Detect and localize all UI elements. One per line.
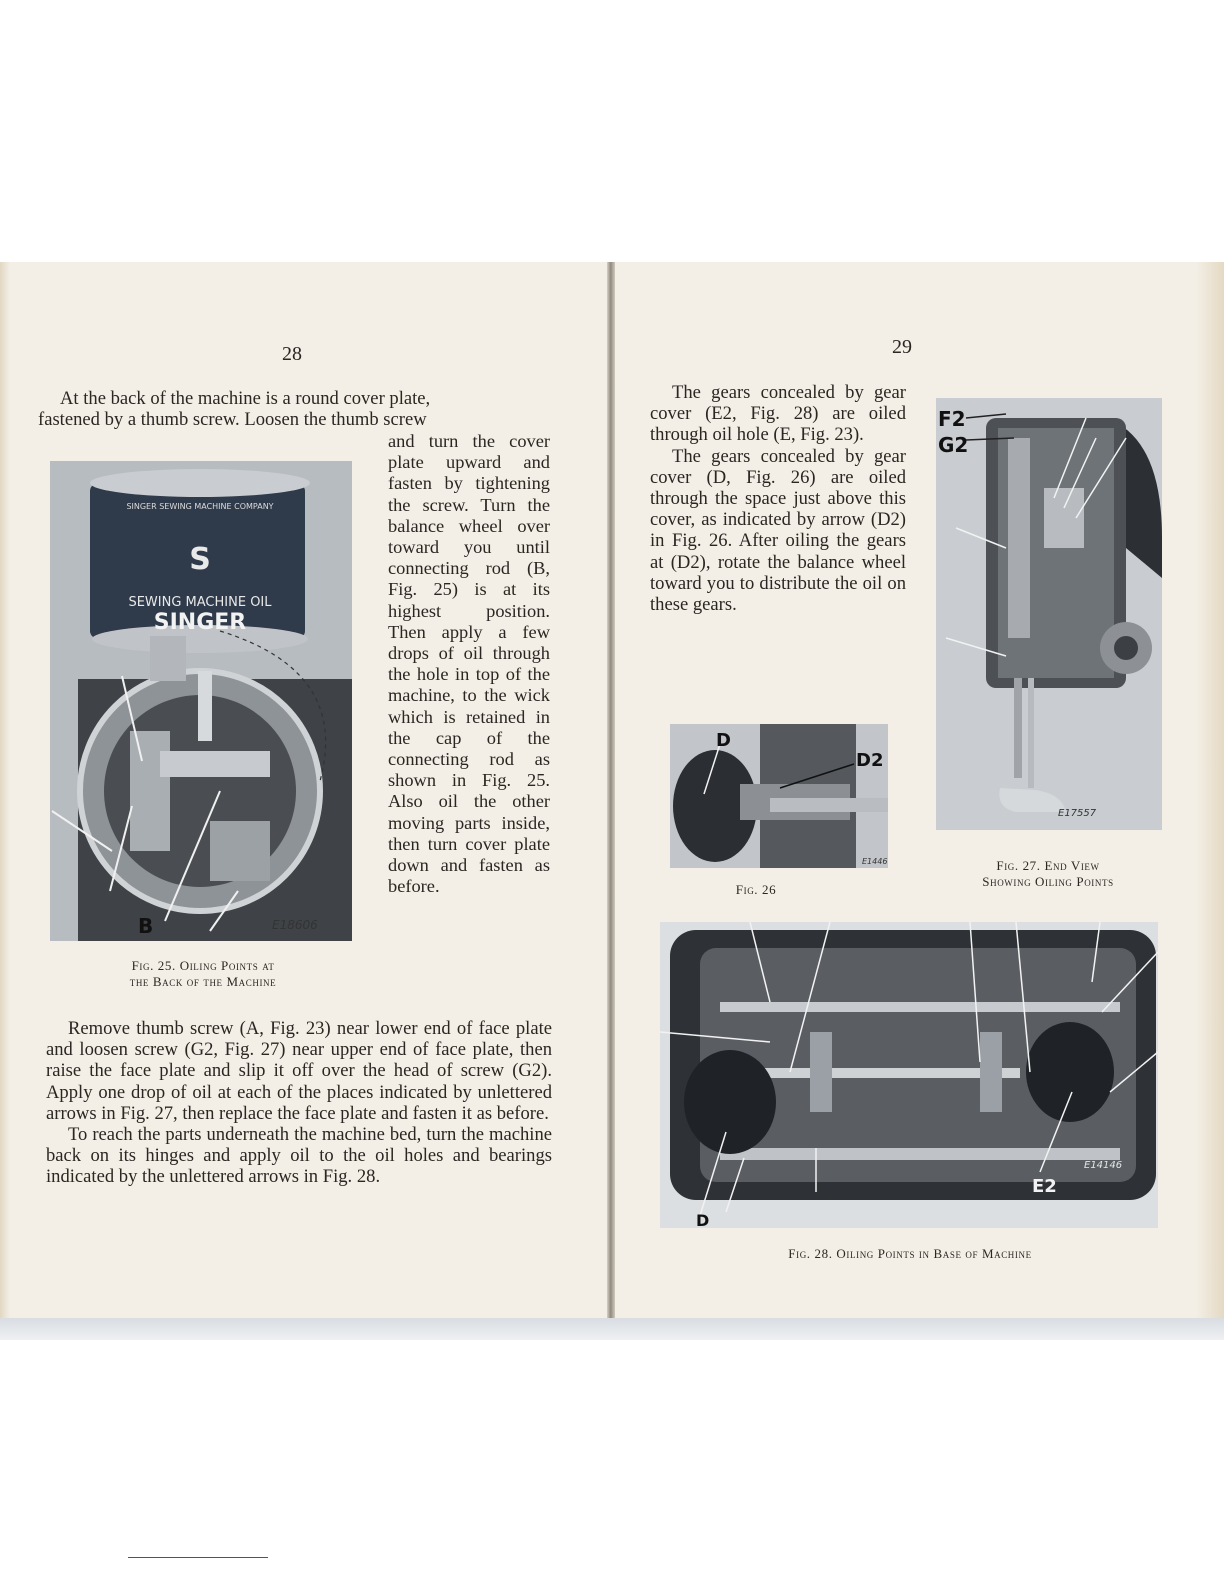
fig26-label-d2: D2 (856, 750, 884, 771)
fig27-code: E17557 (1058, 808, 1097, 819)
can-brand: SINGER (153, 610, 247, 635)
fig26-caption: Fig. 26 (735, 882, 777, 897)
right-para2: The gears concealed by gear cover (D, Fig. 26) are oiled through the space just above this cover, as indicated by arrow (D2) in Fig. 26. After oiling the gears at (D2), rotate the balance wheel toward you to distribute the oil on these gears. (650, 445, 906, 616)
fig25-image (50, 461, 352, 941)
left-page-edge (0, 262, 10, 1320)
fig27-label-f2: F2 (938, 407, 966, 431)
fig27-caption (940, 858, 1156, 890)
can-logo: S (189, 542, 211, 577)
fig25-caption (62, 958, 344, 990)
fig25-caption-line2: the Back of the Machine (129, 974, 277, 989)
left-para3: To reach the parts underneath the machine bed, turn the machine back on its hinges and apply oil to the oil holes and bearings indicated by the unlettered arrows in Fig. 28. (46, 1124, 552, 1188)
right-text (650, 382, 906, 615)
fig26-label-d: D (716, 730, 731, 751)
can-product: SEWING MACHINE OIL (128, 595, 272, 610)
book-gutter (607, 262, 615, 1320)
spread-bottom-shadow (0, 1318, 1224, 1340)
left-page-number: 28 (282, 343, 302, 365)
left-intro-line2: fastened by a thumb screw. Loosen the thumb screw (38, 409, 427, 431)
right-page-edge (1196, 262, 1224, 1320)
fig25-label-b: B (138, 914, 154, 938)
fig25-code: E18606 (272, 918, 318, 932)
right-para1: The gears concealed by gear cover (E2, Fig. 28) are oiled through oil hole (E, Fig. 23). (650, 382, 906, 446)
bottom-rule (128, 1557, 268, 1558)
fig28-caption: Fig. 28. Oiling Points in Base of Machine (788, 1246, 1032, 1261)
fig27-label-g2: G2 (938, 433, 969, 457)
left-intro (38, 388, 550, 430)
fig26-code: E1446 (862, 857, 888, 866)
can-rim-text: SINGER SEWING MACHINE COMPANY (126, 502, 274, 511)
left-side-text: and turn the cover plate upward and fasten by tightening the screw. Turn the balance wheel over toward you until connecting rod (B, Fig. 25) is at its highest position. Then apply a few drops of oil through the hole in top of the machine, to the wick which is retained in the cap of the connecting rod as shown in Fig. 25. Also oil the other moving parts inside, then turn cover plate down and fasten as before. (388, 431, 550, 897)
right-page-number: 29 (892, 336, 912, 358)
left-para2: Remove thumb screw (A, Fig. 23) near lower end of face plate and loosen screw (G2, Fig. 27) near upper end of face plate, then raise the face plate and slip it off over the head of screw (G2). Apply one drop of oil at each of the places indicated by unlettered arrows in Fig. 27, then replace the face plate and fasten it as before. (46, 1018, 552, 1124)
fig27-caption-line1: Fig. 27. End View (996, 858, 1100, 873)
fig28-label-e2: E2 (1032, 1176, 1057, 1197)
left-lower-text (46, 1018, 552, 1188)
fig27-image (936, 398, 1162, 830)
fig25-caption-line1: Fig. 25. Oiling Points at (131, 958, 275, 973)
fig28-label-d: D (696, 1211, 710, 1228)
fig27-caption-line2: Showing Oiling Points (982, 874, 1114, 889)
left-intro-line1: At the back of the machine is a round cover plate, (60, 388, 431, 409)
fig28-image (660, 922, 1158, 1228)
fig26-image (670, 724, 888, 868)
fig28-code: E14146 (1084, 1160, 1123, 1171)
